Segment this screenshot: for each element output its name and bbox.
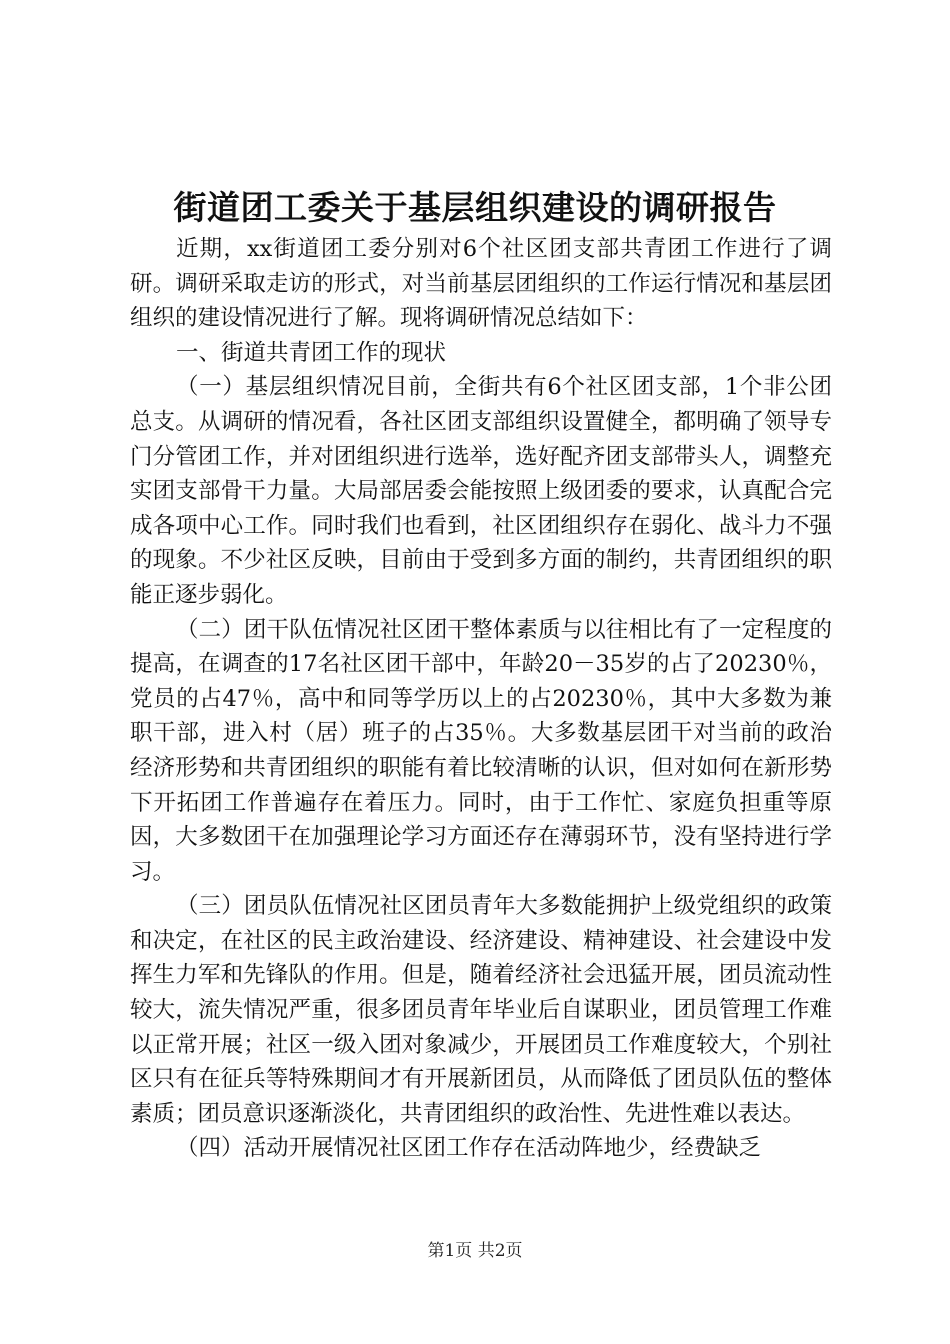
paragraph-cadre-team: （二）团干队伍情况社区团干整体素质与以往相比有了一定程度的提高，在调查的17名社区团干部中，年龄20－35岁的占了20230％，党员的占47％，高中和同等学历以上的占20230％，其中大多数为兼职干部，进入村（居）班子的占35％。大多数基层团干对当前的政治经济形势和共青团组织的职能有着比较清晰的认识，但对如何在新形势下开拓团工作普遍存在着压力。同时，由于工作忙、家庭负担重等原因，大多数团干在加强理论学习方面还存在薄弱环节，没有坚持进行学习。 — [130, 616, 832, 885]
section-heading: 一、街道共青团工作的现状 — [176, 339, 447, 366]
document-body — [130, 232, 832, 1166]
page-number-footer: 第1页 共2页 — [427, 1241, 523, 1261]
paragraph-basic-organization: （一）基层组织情况目前，全街共有6个社区团支部，1个非公团总支。从调研的情况看，各社区团支部组织设置健全，都明确了领导专门分管团工作，并对团组织进行选举，选好配齐团支部带头人，调整充实团支部骨干力量。大局部居委会能按照上级团委的要求，认真配合完成各项中心工作。同时我们也看到，社区团组织存在弱化、战斗力不强的现象。不少社区反映，目前由于受到多方面的制约，共青团组织的职能正逐步弱化。 — [130, 374, 832, 608]
document-title: 街道团工委关于基层组织建设的调研报告 — [173, 188, 777, 227]
paragraph-activities: （四）活动开展情况社区团工作存在活动阵地少，经费缺乏 — [176, 1135, 762, 1162]
intro-paragraph: 近期，xx街道团工委分别对6个社区团支部共青团工作进行了调研。调研采取走访的形式，对当前基层团组织的工作运行情况和基层团组织的建设情况进行了解。现将调研情况总结如下： — [130, 236, 832, 332]
paragraph-member-team: （三）团员队伍情况社区团员青年大多数能拥护上级党组织的政策和决定，在社区的民主政治建设、经济建设、精神建设、社会建设中发挥生力军和先锋队的作用。但是，随着经济社会迅猛开展，团员流动性较大，流失情况严重，很多团员青年毕业后自谋职业，团员管理工作难以正常开展；社区一级入团对象减少，开展团员工作难度较大，个别社区只有在征兵等特殊期间才有开展新团员，从而降低了团员队伍的整体素质；团员意识逐渐淡化，共青团组织的政治性、先进性难以表达。 — [130, 893, 832, 1127]
